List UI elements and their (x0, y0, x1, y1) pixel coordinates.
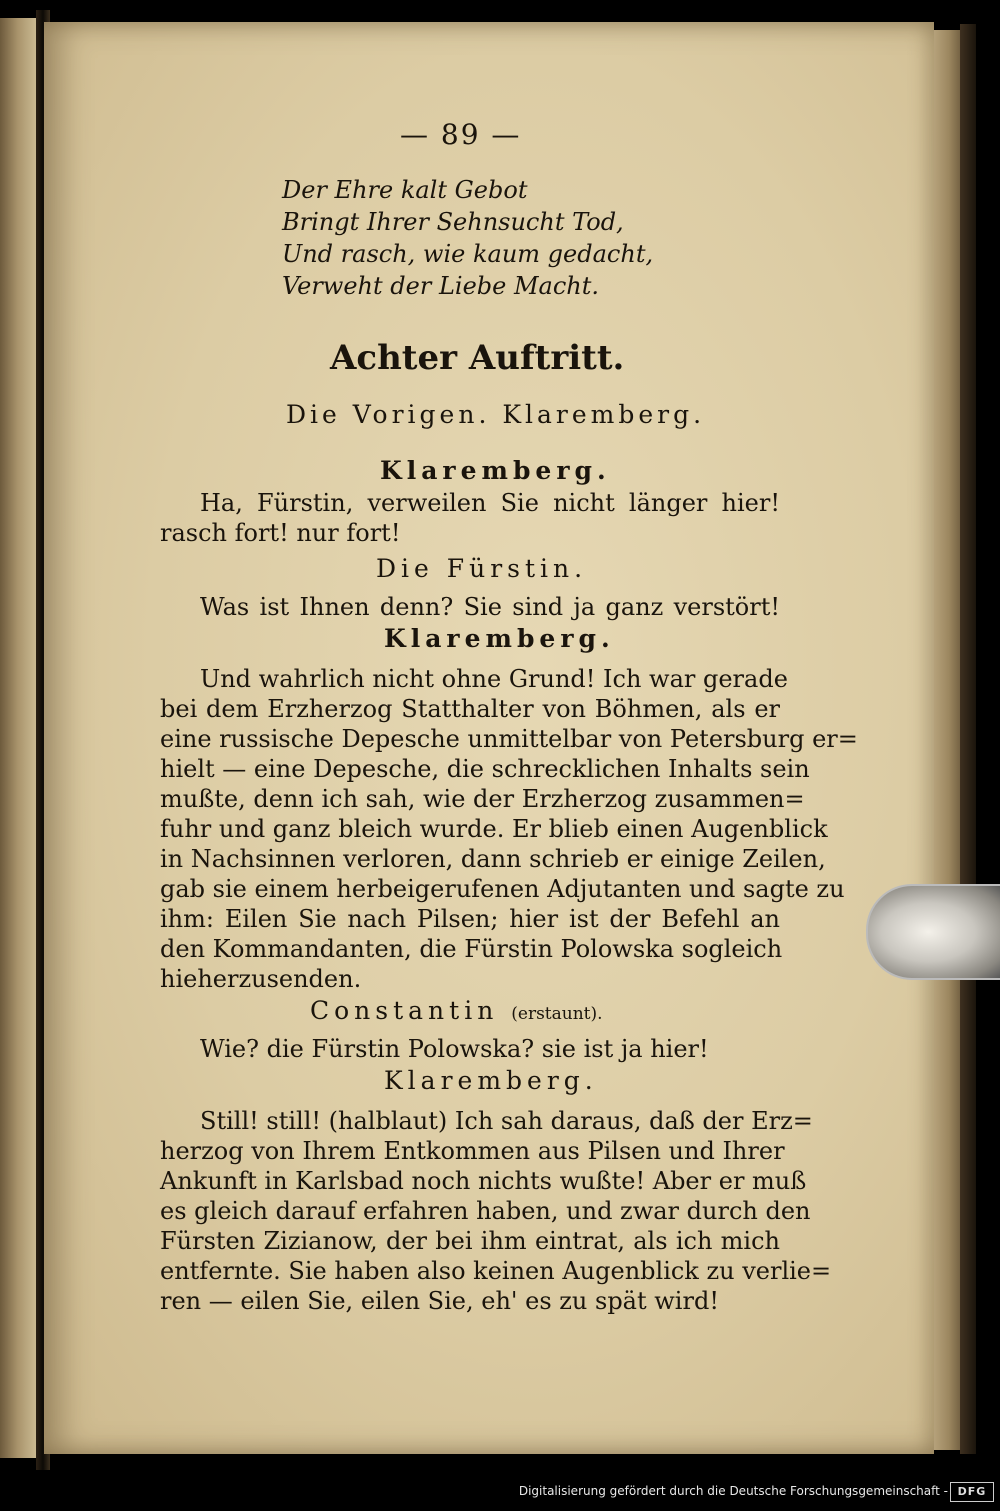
verse-line: Verweht der Liebe Macht. (282, 272, 600, 300)
digitization-credit: Digitalisierung gefördert durch die Deutsche Forschungsgemeinschaft - (518, 1484, 948, 1498)
dialogue-line: mußte, denn ich sah, wie der Erzherzog zusammen= (160, 785, 805, 813)
book-cover-edge (960, 24, 976, 1454)
dialogue-line: eine russische Depesche unmittelbar von Petersburg er= (160, 725, 858, 753)
verse-line: Bringt Ihrer Sehnsucht Tod, (282, 208, 624, 236)
speaker-name: Klaremberg. (384, 624, 615, 653)
scene-heading: Achter Auftritt. (330, 338, 625, 378)
dialogue-line: hieherzusenden. (160, 965, 362, 993)
stage-direction: (erstaunt). (511, 1004, 603, 1024)
verse-line: Der Ehre kalt Gebot (282, 176, 528, 204)
dialogue-line: ihm: Eilen Sie nach Pilsen; hier ist der Befehl an (160, 905, 780, 933)
page-number: — 89 — (400, 118, 522, 151)
dialogue-line: fuhr und ganz bleich wurde. Er blieb einen Augenblick (160, 815, 828, 843)
dialogue-line: gab sie einem herbeigerufenen Adjutanten und sagte zu (160, 875, 845, 903)
speaker-name: Klaremberg. (384, 1066, 598, 1095)
verse-line: Und rasch, wie kaum gedacht, (282, 240, 654, 268)
dialogue-line: Fürsten Zizianow, der bei ihm eintrat, als ich mich (160, 1227, 780, 1255)
dialogue-line: Still! still! (halblaut) Ich sah daraus, daß der Erz= (200, 1107, 813, 1135)
show-through-text (650, 180, 910, 480)
dialogue-line: entfernte. Sie haben also keinen Augenblick zu verlie= (160, 1257, 832, 1285)
dialogue-line: hielt — eine Depesche, die schrecklichen Inhalts sein (160, 755, 810, 783)
dialogue-line: es gleich darauf erfahren haben, und zwar durch den (160, 1197, 811, 1225)
dialogue-line: Ankunft in Karlsbad noch nichts wußte! Aber er muß (160, 1167, 807, 1195)
dialogue-line: ren — eilen Sie, eilen Sie, eh' es zu spät wird! (160, 1287, 719, 1315)
dfg-logo: DFG (950, 1482, 994, 1502)
dialogue-line: rasch fort! nur fort! (160, 519, 401, 547)
dialogue-line: Was ist Ihnen denn? Sie sind ja ganz verstört! (200, 593, 780, 621)
dialogue-line: Und wahrlich nicht ohne Grund! Ich war gerade (200, 665, 788, 693)
dialogue-line: Wie? die Fürstin Polowska? sie ist ja hier! (200, 1035, 709, 1063)
dialogue-line: in Nachsinnen verloren, dann schrieb er einige Zeilen, (160, 845, 826, 873)
cast-list: Die Vorigen. Klaremberg. (286, 400, 706, 429)
dialogue-line: herzog von Ihrem Entkommen aus Pilsen und Ihrer (160, 1137, 785, 1165)
speaker-with-stage-direction (310, 996, 603, 1025)
dialogue-line: bei dem Erzherzog Statthalter von Böhmen, als er (160, 695, 780, 723)
dialogue-line: den Kommandanten, die Fürstin Polowska sogleich (160, 935, 783, 963)
dialogue-line: Ha, Fürstin, verweilen Sie nicht länger hier! (200, 489, 780, 517)
speaker-name: Die Fürstin. (376, 554, 588, 583)
speaker-name: Constantin (310, 996, 499, 1025)
speaker-name: Klaremberg. (380, 456, 611, 485)
glare-reflection (866, 884, 1000, 980)
digitization-footer (0, 1476, 1000, 1511)
